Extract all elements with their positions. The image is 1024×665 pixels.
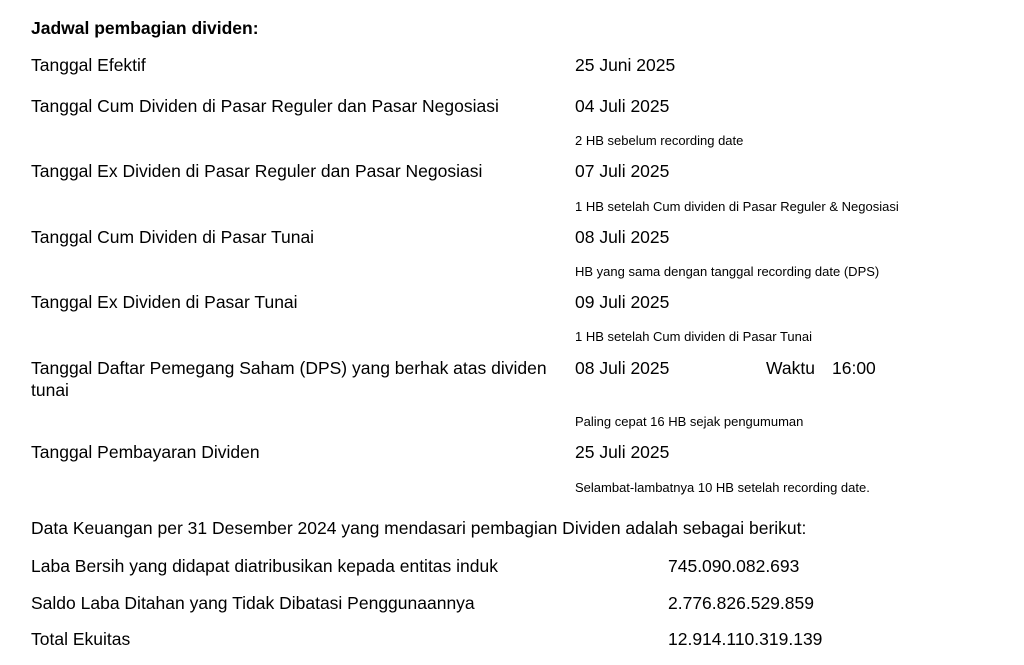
schedule-row-value: 25 Juli 2025 bbox=[575, 442, 670, 462]
schedule-row-note: 2 HB sebelum recording date bbox=[575, 133, 744, 148]
schedule-row-label: Tanggal Ex Dividen di Pasar Tunai bbox=[31, 292, 298, 312]
schedule-row-value: 04 Juli 2025 bbox=[575, 96, 670, 116]
financial-row-value: 745.090.082.693 bbox=[668, 556, 800, 576]
schedule-row-value: 25 Juni 2025 bbox=[575, 55, 676, 75]
schedule-row-label: Tanggal Ex Dividen di Pasar Reguler dan Pasar Negosiasi bbox=[31, 161, 483, 181]
schedule-row-note: Selambat-lambatnya 10 HB setelah recording date. bbox=[575, 480, 870, 495]
schedule-row-note: 1 HB setelah Cum dividen di Pasar Tunai bbox=[575, 329, 813, 344]
financial-row-label: Total Ekuitas bbox=[31, 629, 131, 649]
schedule-row-value: 08 Juli 2025 bbox=[575, 227, 670, 247]
financial-row-value: 2.776.826.529.859 bbox=[668, 593, 814, 613]
schedule-row-value: 08 Juli 2025 bbox=[575, 358, 670, 378]
financial-intro: Data Keuangan per 31 Desember 2024 yang mendasari pembagian Dividen adalah sebagai berikut: bbox=[31, 518, 807, 538]
schedule-row-note: 1 HB setelah Cum dividen di Pasar Reguler & Negosiasi bbox=[575, 199, 899, 214]
schedule-row-label: Tanggal Cum Dividen di Pasar Tunai bbox=[31, 227, 315, 247]
schedule-row-value: 09 Juli 2025 bbox=[575, 292, 670, 312]
schedule-row-note: HB yang sama dengan tanggal recording date (DPS) bbox=[575, 264, 880, 279]
schedule-row-value: 07 Juli 2025 bbox=[575, 161, 670, 181]
schedule-row-note: Paling cepat 16 HB sejak pengumuman bbox=[575, 414, 804, 429]
schedule-row-label: Tanggal Efektif bbox=[31, 55, 146, 75]
schedule-heading: Jadwal pembagian dividen: bbox=[31, 18, 259, 38]
time-label: Waktu bbox=[766, 358, 815, 378]
schedule-row-label: Tanggal Pembayaran Dividen bbox=[31, 442, 260, 462]
financial-row-label: Laba Bersih yang didapat diatribusikan kepada entitas induk bbox=[31, 556, 498, 576]
time-value: 16:00 bbox=[832, 358, 876, 378]
financial-row-value: 12.914.110.319.139 bbox=[668, 629, 823, 649]
schedule-row-label: Tanggal Daftar Pemegang Saham (DPS) yang berhak atas dividen tunai bbox=[31, 358, 547, 400]
financial-row-label: Saldo Laba Ditahan yang Tidak Dibatasi Penggunaannya bbox=[31, 593, 475, 613]
schedule-row-label: Tanggal Cum Dividen di Pasar Reguler dan Pasar Negosiasi bbox=[31, 96, 499, 116]
